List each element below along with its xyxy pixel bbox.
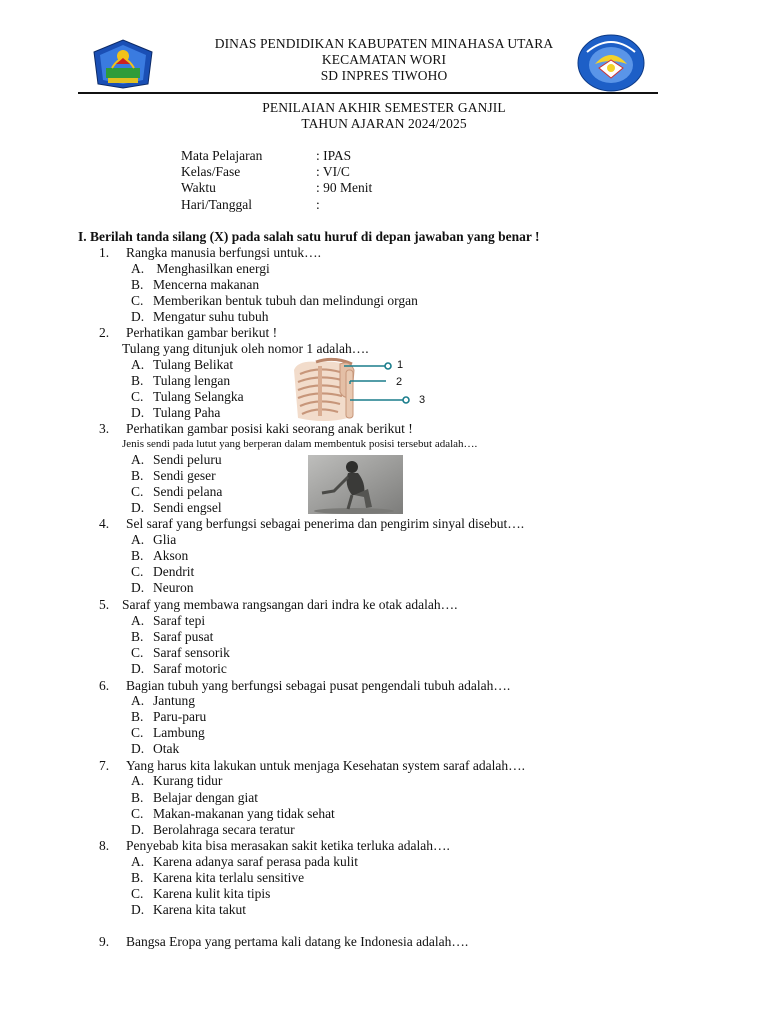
question-text: Penyebab kita bisa merasakan sakit ketika terluka adalah…. (126, 838, 450, 853)
option-text: Tulang lengan (153, 373, 231, 388)
option-text: Dendrit (153, 564, 195, 579)
option-text: Tulang Selangka (153, 389, 244, 404)
option-text: Paru-paru (153, 709, 207, 724)
info-value-subject: : IPAS (316, 148, 352, 163)
option-letter: A. (131, 261, 145, 276)
option-text: Karena adanya saraf perasa pada kulit (153, 854, 359, 869)
option-text: Otak (153, 741, 180, 756)
question-text: Yang harus kita lakukan untuk menjaga Kesehatan system saraf adalah…. (126, 758, 526, 773)
academic-year: TAHUN AJARAN 2024/2025 (301, 116, 467, 131)
option-text: Karena kita terlalu sensitive (153, 870, 305, 885)
header-divider (78, 92, 658, 94)
option-letter: C. (131, 293, 144, 308)
option-letter: B. (131, 548, 144, 563)
option-text: Neuron (153, 580, 194, 595)
question-text: Bagian tubuh yang berfungsi sebagai pusat pengendali tubuh adalah…. (126, 678, 511, 693)
option-letter: D. (131, 309, 145, 324)
option-text: Sendi pelana (153, 484, 223, 499)
option-text: Saraf sensorik (153, 645, 230, 660)
question-3-sub: Jenis sendi pada lutut yang berperan dalam membentuk posisi tersebut adalah…. (122, 438, 478, 450)
option-letter: A. (131, 532, 145, 547)
option-text: Menghasilkan energi (153, 261, 270, 276)
option-text: Berolahraga secara teratur (153, 822, 295, 837)
question-text: Perhatikan gambar berikut ! (126, 325, 278, 340)
question-text: Perhatikan gambar posisi kaki seorang anak berikut ! (126, 421, 413, 436)
option-text: Sendi engsel (153, 500, 222, 515)
option-text: Saraf tepi (153, 613, 206, 628)
question-text: Rangka manusia berfungsi untuk…. (126, 245, 321, 260)
info-label-class: Kelas/Fase (181, 164, 241, 179)
option-letter: D. (131, 500, 145, 515)
question-number: 9. (99, 934, 110, 949)
exam-title: PENILAIAN AKHIR SEMESTER GANJIL (262, 100, 506, 115)
option-text: Kurang tidur (153, 773, 223, 788)
option-letter: B. (131, 468, 144, 483)
option-letter: B. (131, 870, 144, 885)
option-text: Saraf motoric (153, 661, 227, 676)
option-letter: D. (131, 405, 145, 420)
info-value-class: : VI/C (316, 164, 350, 179)
option-letter: A. (131, 693, 145, 708)
question-number: 2. (99, 325, 110, 340)
option-letter: C. (131, 564, 144, 579)
question-number: 3. (99, 421, 110, 436)
option-text: Karena kulit kita tipis (153, 886, 271, 901)
option-text: Belajar dengan giat (153, 790, 258, 805)
option-letter: B. (131, 629, 144, 644)
question-number: 8. (99, 838, 110, 853)
option-text: Karena kita takut (153, 902, 246, 917)
option-text: Tulang Paha (153, 405, 221, 420)
option-letter: C. (131, 886, 144, 901)
option-letter: D. (131, 902, 145, 917)
figure-label-1: 1 (397, 359, 404, 371)
option-letter: D. (131, 661, 145, 676)
option-letter: B. (131, 790, 144, 805)
option-letter: A. (131, 357, 145, 372)
squatting-child-photo (308, 455, 403, 514)
option-letter: D. (131, 580, 145, 595)
header-line-2: KECAMATAN WORI (321, 52, 447, 67)
option-text: Makan-makanan yang tidak sehat (153, 806, 335, 821)
option-letter: D. (131, 741, 145, 756)
option-text: Sendi geser (153, 468, 216, 483)
option-letter: A. (131, 613, 145, 628)
option-text: Akson (153, 548, 189, 563)
question-number: 4. (99, 516, 110, 531)
option-text: Mengatur suhu tubuh (153, 309, 269, 324)
option-letter: C. (131, 645, 144, 660)
question-text: Sel saraf yang berfungsi sebagai penerima dan pengirim sinyal disebut…. (126, 516, 525, 531)
info-label-date: Hari/Tanggal (181, 197, 253, 212)
question-number: 5. (99, 597, 110, 612)
option-letter: C. (131, 389, 144, 404)
option-text: Memberikan bentuk tubuh dan melindungi organ (153, 293, 418, 308)
section-instruction: I. Berilah tanda silang (X) pada salah satu huruf di depan jawaban yang benar ! (78, 229, 540, 244)
option-letter: B. (131, 709, 144, 724)
info-value-date: : (316, 197, 320, 212)
option-letter: A. (131, 452, 145, 467)
header-line-3: SD INPRES TIWOHO (320, 68, 448, 83)
option-letter: B. (131, 277, 144, 292)
header-line-1: DINAS PENDIDIKAN KABUPATEN MINAHASA UTARA (214, 36, 554, 51)
option-letter: C. (131, 806, 144, 821)
question-text: Saraf yang membawa rangsangan dari indra ke otak adalah…. (122, 597, 458, 612)
option-text: Jantung (153, 693, 195, 708)
option-text: Sendi peluru (153, 452, 222, 467)
figure-label-3: 3 (419, 394, 426, 406)
question-text: Bangsa Eropa yang pertama kali datang ke Indonesia adalah…. (126, 934, 469, 949)
info-value-time: : 90 Menit (316, 180, 373, 195)
question-number: 1. (99, 245, 110, 260)
question-2-sub: Tulang yang ditunjuk oleh nomor 1 adalah…. (122, 341, 369, 356)
option-text: Glia (153, 532, 177, 547)
question-number: 7. (99, 758, 110, 773)
option-letter: A. (131, 773, 145, 788)
option-text: Lambung (153, 725, 205, 740)
option-text: Tulang Belikat (153, 357, 234, 372)
option-letter: D. (131, 822, 145, 837)
option-letter: B. (131, 373, 144, 388)
info-label-time: Waktu (181, 180, 216, 195)
option-letter: C. (131, 484, 144, 499)
option-text: Mencerna makanan (153, 277, 260, 292)
option-letter: C. (131, 725, 144, 740)
question-number: 6. (99, 678, 110, 693)
info-label-subject: Mata Pelajaran (181, 148, 263, 163)
option-text: Saraf pusat (153, 629, 214, 644)
figure-label-2: 2 (396, 376, 403, 388)
option-letter: A. (131, 854, 145, 869)
